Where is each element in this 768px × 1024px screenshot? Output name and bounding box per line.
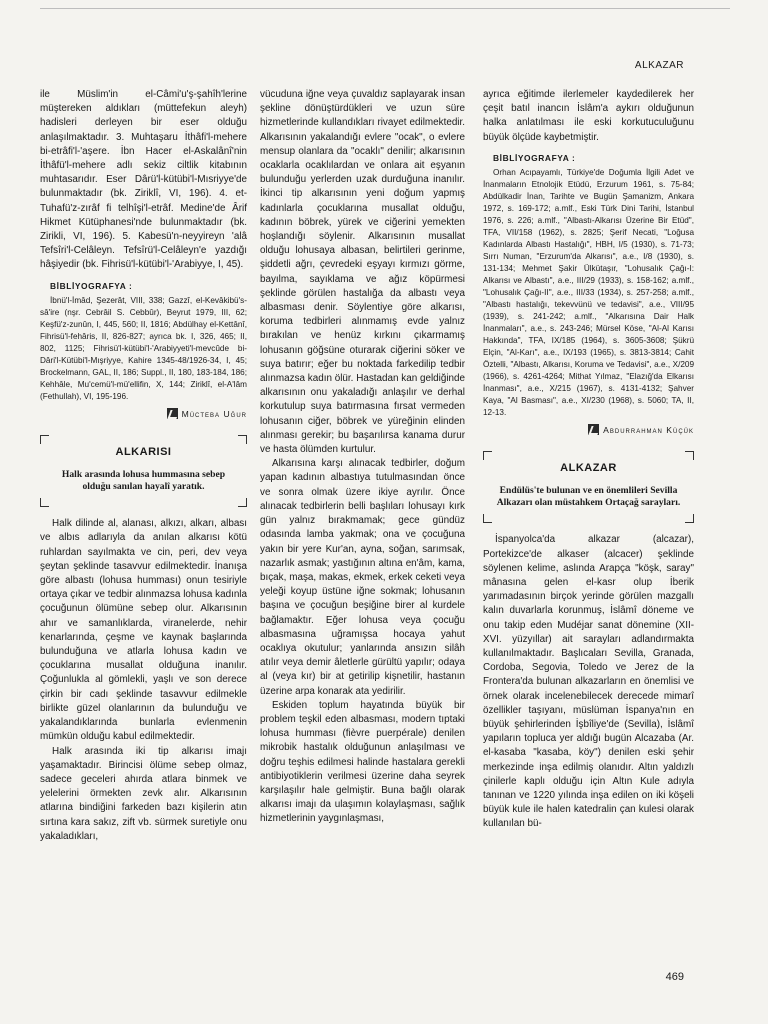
author-mark-icon [588,424,599,435]
author-name: Mücteba Uğur [181,408,247,419]
entry-heading-box [483,451,694,523]
paragraph: vücuduna iğne veya çuvaldız saplayarak insan şekline dönüştürdükleri ve uzun süre hizmetlerinde kullandıkları rivayet edilmektedir. Alkarısının yakalandığı evlere "ocak", o evlere mensup olanlara da "ocaklı" denilir; alkarısının ocaklarla ocaklılardan ve onlara ait eşyanın bulunduğu yerlerden uzak durduğuna inanılır. İkinci tip alkarısının yeni doğum yapmış kadınlarla çocuklarına musallat olduğu, kadının böbrek, yürek ve ciğerini yemekten hoşlandığı söylenir. Alkarısının musallat olduğu lohusaya albasan, belirtileri gerinme, şiddetli ağrı, çevredeki eşyayı kırmızı görme, bayılma, sayıklama ve ağız köpürmesi şeklinde görülen hastalığa da albastı veya albasması denir. Söylentiye göre alkarısı, koruma tedbirleri alınmamış evde yalnız bırakılan ve henüz kırkını çıkarmamış lohusanın göğsüne oturarak ciğerini söker ve suya batırır; eğer bu noktada farkedilip tedbir alınmazsa kadın ölür. Hastadan kan geldiğinde alkarısının onu yakaladığı anlaşılır ve derhal korkutulup suya batırmasına fırsat vermeden lohusanın ciğer, böbrek ve yüreğinin elinden alınması gerekir; bu başarılırsa kanama durur ve hasta ölümden kurtulur. [260,89,465,456]
paragraph: Alkarısına karşı alınacak tedbirler, doğum yapan kadının albastıya tutulmasından önce ve sonra olmak üzere ikiye ayrılır. Önce alınacak tedbirlerin belli başlıları lohusayı kırk gün yalnız bırakmamak; gece gündüz odasında lamba yakmak; ona ve çocuğuna yakın bir yere Kur'an, ayna, soğan, sarımsak, nazarlık asmak; yastığının altına en'âm, kama, bıçak, maşa, makas, ekmek, erkek ceketi veya yeleği koyup üstüne iğne sokmak; lohusanın başına ve çocuğun beşiğine birer al kurdele bağlamaktır. Eğer lohusa veya çocuğu albasmasına uğramışsa hocaya yahut ocaklıya okutulur; yanlarında ansızın silâh atılır veya demir âletlerle gürültü yapılır; odaya al (veya kır) bir at getirilip kişnetilir, hastanın üzerine arpa konarak ata yedirilir. [260,458,465,697]
bibliography-text: İbnü'l-İmâd, Şezerât, VIII, 338; Gazzî, el-Kevâkibü's-sâ'ire (nşr. Cebrâil S. Cebbûr), Beyrut 1979, III, 62; Keşfü'z-zunûn, I, 445, 560; II, 1816; Abdülhay el-Kettânî, Fihrisü'l-fehâris, II, 826-827; ayrıca bk. I, 326, 465; II, 802, 1125; Fihrisü'l-kütübi'l-'Arabiyyeti'l-mevcûde bi-Dâri'l-Kütübi'l-Mışriyye, Kahire 1345-48/1926-34, I, 45; Brockelmann, GAL, II, 186; Suppl., II, 180, 183-184, 186; Kehhâle, Mu'cemü'l-mü'ellifin, X, 144; Ziriklî, el-A'lâm (Fethullah), VI, 195-196. [40,295,247,401]
page-header [0,0,768,60]
running-head: ALKAZAR [634,60,684,71]
entry-subtitle: Halk arasında lohusa hummasına sebep olduğu sanılan hayalî yaratık. [61,469,226,493]
bibliography-title: BİBLİYOGRAFYA : [493,152,576,163]
page-number: 469 [665,971,684,983]
author-name: Abdurrahman Küçük [603,425,694,436]
entry-heading-box [40,435,247,507]
paragraph: İspanyolca'da alkazar (alcazar), Portekizce'de alkaser (alcacer) şeklinde söylenen kelime, aslında Arapça "köşk, saray" mânasına gelen el-kasr olup İberik yarımadasının birçok yerinde görülen mazgallı kalın duvarlarla korunmuş, İslâmî döneme ve onu takip eden Mudéjar sanat dönemine (XII-XVI. yüzyıllar) ait sarayları adlandırmakta kullanılmaktadır. Başlıcaları Sevilla, Granada, Cordoba, Segovia, Toledo ve Jerez de la Frontera'da bulunan alkazarların en önemlisi ve örnek olarak incelenebilecek derecede mimarî özellikler taşıyanı, müslüman İspanya'nın en büyük şehirlerinden İşbîliye'de (Sevilla), İslâmî yapıların topluca yer aldığı bugün Alcazaba (Ar. el-kasaba "kasaba, köy") denilen eski şehir merkezinde inşa edilmiş olanıdır. Altın yaldızlı çinilerle kaplı olduğu için Altın Kule adıyla tanınan ve 1220 yılında inşa edilen on iki köşeli büyük kule ile halen katedralin çan kulesi olarak kullanılan bü- [483,534,694,830]
author-signature [40,407,247,421]
column-3 [483,88,694,832]
header-rule [40,8,730,9]
paragraph: ayrıca eğitimde ilerlemeler kaydedilerek her çeşit batıl inancın İslâm'a aykırı olduğunun halka anlatılması ile eski korkutuculuğunu büyük ölçüde kaybetmiştir. [483,89,694,143]
author-signature [483,423,694,437]
paragraph: Eskiden toplum hayatında büyük bir problem teşkil eden albasması, modern tıptaki lohusa humması (fièvre puerpérale) denilen mikrobik hastalık olduğunun anlaşılması ve doğru teşhis edilmesi halinde hastalara gerekli antibiyotiklerin verilmesi üzerine daha seyrek karşılaşılır hale gelmiştir. Buna bağlı olarak alkarısı imajı da ulaşımın kolaylaşması, sağlık hizmetlerinin yaygınlaşması, [260,699,465,825]
paragraph: Halk arasında iki tip alkarısı imajı yaşamaktadır. Birincisi ölüme sebep olmaz, sadece geceleri ahırda atlara binmek ve yelelerini örmekten zevk alır. Alkarısının atlarına bindiğini farkeden bazı kişilerin atın sırtına kara sakız, zift vb. sürmek suretiyle onu yakaladıkları, [40,745,247,842]
paragraph: Halk dilinde al, alanası, alkızı, alkarı, albası ve albıs adlarıyla da anılan alkarısı kötü ruhlardan sayılmakta ve cin, peri, dev veya şeytan şeklinde tasavvur edilmektedir. İnanışa göre albastı (lohusa humması) onun tesiriyle ortaya çıkar ve tedbir alınmazsa lohusa kadınla çocuğunun ölümüne sebep olur. Alkarısının ahır ve samanlıklarda, viranelerde, nehir kenarlarında, çeşme ve kaynak başlarında bulunduğuna ve atlarla lohusa kadın ve çocuklarına musallat olduğuna inanılır. Çoğunlukla al gömlekli, yaşlı ve son derece çirkin bir cadı şeklinde tasavvur edilmekle birlikte güzel olanlarının da bulunduğu ve yakalandıklarında bunlarla evlenmenin mümkün olduğu kabul edilmektedir. [40,518,247,743]
bibliography-title: BİBLİYOGRAFYA : [50,280,133,291]
bibliography-text: Orhan Acıpayamlı, Türkiye'de Doğumla İlgili Adet ve İnanmaların Etnolojik Etüdü, Erzurum 1961, s. 75-84; Abdülkadir İnan, Tarihte ve Bugün Şamanizm, Ankara 1972, s. 169-172; a.mlf., Eski Türk Dini Tarihi, İstanbul 1976, s. 226; a.mlf., "Albastı-Alkarısı Üzerine Bir Etüd", TFA, VII/158 (1962), s. 2825; Şerif Necati, "Loğusa Kadınlarda Albastı Hastalığı", HBH, I/5 (1930), s. 71-73; Sırrı Numan, "Erzurum'da Alkarısı", a.e., I/8 (1930), s. 131-134; Mehmet Şakir Ülkütaşır, "Lohusalık Çağı-I: Alkarısı ve Albastı", a.e., III/29 (1933), s. 158-162; a.mlf., "Lohusalık Çağı-II", a.e., III/33 (1934), s. 257-258; a.mlf., "Albastı hastalığı, tekevvünü ve tedavisi", a.e., VIII/95 (1939), s. 241-242; a.mlf., "Alkarısına Dair Halk İnanmaları", a.e., s. 243-246; Mürsel Köse, "Al-Al Karısı Hakkında", TFA, IX/185 (1964), s. 3605-3608; Şükrü Elçin, "Al-Karı", a.e., IX/193 (1965), s. 3813-3814; Cahit Öztelli, "Albastı, Alkarısı, Koruma ve Tedavisi", a.e., X/209 (1966), s. 4261-4264; Mithat Yılmaz, "Elazığ'da Elkarısı İnanması", a.e., X/215 (1967), s. 4131-4132; Şahver Kaya, "Al Basması", a.e., XI/230 (1968), s. 5060; TA, II, 12-13. [483,168,694,418]
paragraph: ile Müslim'in el-Câmi'u'ş-şahîh'lerine müştereken aldıkları (müttefekun aleyh) hadisleri derleyen bir eser olduğu anlaşılmaktadır. 3. Muhtaşaru İthâfi'l-mehere bi-etrâfi'l-'aşere. İbn Hacer el-Askalânî'nin İthâfü'l-mehere adlı sekiz ciltlik kitabının muhtasarıdır. Eser Dârü'l-kütübi'l-Mısriyye'de bulunmaktadır (bk. Ziriklî, VI, 196). 4. et-Tuhafü'z-zırâf fi telhîşi'l-etrâf. Medine'de Ârif Hikmet Kütüphanesi'nde bulunmaktadır (bk. Zirikli, VI, 196). 5. Kabesü'n-neyyireyn 'alâ Tefsîri'l-Celâleyn. Tefsîrü'l-Celâleyn'e yazdığı hâşiyedir (bk. Fihrisü'l-kütübi'l-'Arabiyye, I, 45). [40,89,247,271]
entry-title: ALKAZAR [560,462,617,475]
column-2 [260,88,465,827]
entry-title: ALKARISI [115,446,172,459]
author-mark-icon [167,408,178,419]
entry-subtitle: Endülüs'te bulunan ve en önemlileri Sevilla Alkazarı olan müstahkem Ortaçağ sarayları. [496,485,681,509]
column-1 [40,88,247,844]
